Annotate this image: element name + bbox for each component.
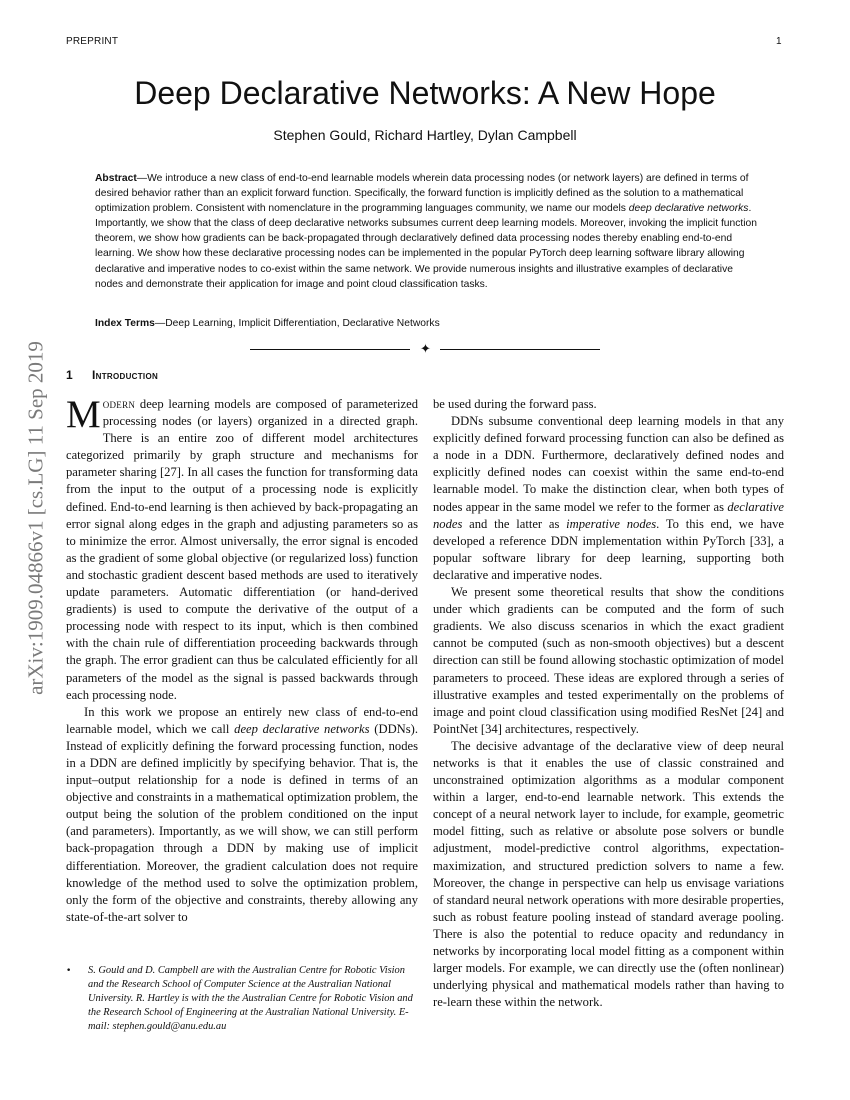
abstract-dash: —	[136, 173, 148, 184]
abstract-text-2: . Importantly, we show that the class of deep declarative networks subsumes current deep learning models. Moreover, invoking the implicit function theorem, we show how gradients can be back-propagated through declaratively defined data processing nodes thereby enabling end-to-end learning. We show how these declarative processing nodes can be implemented in the popular PyTorch deep learning software library allowing declarative and imperative nodes to co-exist within the same network. We provide numerous insights and illustrative examples of declarative nodes and demonstrate their application for image and point cloud classification tasks.	[95, 203, 758, 290]
author-list: Stephen Gould, Richard Hartley, Dylan Campbell	[273, 127, 577, 143]
abstract-emphasis: deep declarative networks	[628, 203, 749, 215]
intro-paragraph-2-part-b: (DDNs). Instead of explicitly defining the forward processing function, nodes in a DDN are defined implicitly by specifying behavior. That is, the input–output relationship for a node is defined in terms of an objective and constraints in a mathematical optimization problem, the output being the solution of the problem conditioned on the input (and parameters). Importantly, as we will show, we can still perform back-propagation through a DDN by making use of implicit differentiation. Moreover, the gradient calculation does not require knowledge of the method used to solve the optimization problem, only the form of the objective and constraints, thereby allowing any state-of-the-art solver to	[66, 721, 418, 924]
drop-cap: M	[66, 393, 101, 436]
intro-paragraph-3-emphasis-2: imperative nodes	[566, 516, 657, 531]
section-title: Introduction	[92, 368, 159, 382]
author-affiliation-footnote	[66, 964, 418, 1034]
drop-cap-smallcaps: odern	[102, 397, 136, 411]
intro-paragraph-1	[66, 393, 418, 704]
intro-paragraph-2-emphasis: deep declarative networks	[234, 721, 370, 736]
left-column	[66, 393, 418, 926]
abstract	[95, 171, 757, 292]
running-header: PREPRINT	[66, 36, 119, 47]
intro-paragraph-3-part-a: DDNs subsume conventional deep learning models in that any explicitly defined forward processing function can also be defined as a node in a DDN. Furthermore, declaratively defined nodes and explicitly defined nodes can coexist within the same end-to-end learnable model. To make the distinction clear, when both types of nodes appear in the same model we refer to the former as	[433, 414, 784, 514]
index-terms-text: —Deep Learning, Implicit Differentiation, Declarative Networks	[154, 318, 440, 329]
intro-paragraph-3	[433, 413, 784, 584]
divider-line-right	[440, 349, 600, 350]
section-number: 1	[66, 368, 73, 382]
intro-paragraph-1-text: deep learning models are composed of parameterized processing nodes (or layers) organized in a directed graph. There is an entire zoo of different model architectures categorized primarily by graph structure and mechanisms for parameter sharing [27]. In all cases the function for transforming data from the input to the output of a processing node is explicitly defined. End-to-end learning is then achieved by back-propagating an error signal along edges in the graph and adjusting parameters so as to minimize the error. Almost universally, the error signal is encoded as the gradient of some global objective (or regularized loss) function and stochastic gradient descent based methods are used to iteratively update parameters. Automatic differentiation (or hand-derived gradients) is used to compute the derivative of the output of a processing node with respect to its input, which is then combined with the chain rule of differentiation proceeding backwards through the graph. The error gradient can thus be calculated efficiently for all parameters of the model as the signal is passed backwards through each processing node.	[66, 397, 418, 702]
paper-title: Deep Declarative Networks: A New Hope	[134, 75, 716, 111]
intro-paragraph-2	[66, 704, 418, 926]
intro-paragraph-3-part-c: . To this end, we have developed a reference DDN implementation within PyTorch [33], a popular software library for deep learning, supporting both declarative and imperative nodes.	[433, 516, 784, 582]
intro-paragraph-4: We present some theoretical results that show the conditions under which gradients can be computed and the form of such gradients. We also discuss scenarios in which the exact gradient cannot be computed (such as non-smooth objectives) but a descent direction can still be found allowing stochastic optimization of model parameters to proceed. These ideas are explored through a series of illustrative examples and tested experimentally on the problems of image and point cloud classification using modified ResNet [24] and PointNet [34] architectures, respectively.	[433, 585, 784, 736]
intro-paragraph-2-part-a: In this work we propose an entirely new class of end-to-end learnable model, which we call	[66, 704, 418, 736]
arxiv-identifier-stamp	[23, 268, 48, 768]
section-heading	[66, 368, 158, 382]
abstract-label: Abstract	[95, 173, 137, 184]
divider-diamond-icon: ✦	[420, 342, 431, 357]
footnote-bullet-icon: •	[66, 966, 72, 976]
intro-paragraph-3-emphasis-1: declarative nodes	[433, 499, 784, 531]
right-column	[433, 396, 784, 1011]
intro-paragraph-3-part-b: and the latter as	[462, 516, 567, 531]
index-terms	[95, 318, 757, 329]
intro-paragraph-5: The decisive advantage of the declarative view of deep neural networks is that it enables the use of classic constrained and unconstrained optimization algorithms as a modular component within a larger, end-to-end learnable network. This extends the concept of a neural network layer to include, for example, geometric model fitting, such as relative or absolute pose solvers or bundle adjustment, model-predictive control algorithms, expectation-maximization, and structured prediction solvers to name a few. Moreover, the change in perspective can help us envisage variations of standard neural network operations with more desirable properties, such as robust feature pooling instead of standard average pooling. There is also the potential to reduce opacity and redundancy in networks by incorporating local model fitting as a component within larger models. For example, we can directly use the (often nonlinear) underlying physical and mathematical models rather than having to re-learn these within the network.	[433, 738, 784, 1010]
section-divider	[250, 342, 600, 357]
page-number: 1	[776, 36, 782, 47]
divider-line-left	[250, 349, 410, 350]
intro-paragraph-continued: be used during the forward pass.	[433, 397, 597, 411]
index-terms-label: Index Terms	[95, 318, 155, 329]
arxiv-stamp-text: arXiv:1909.04866v1 [cs.LG] 11 Sep 2019	[23, 341, 48, 695]
footnote-text: S. Gould and D. Campbell are with the Australian Centre for Robotic Vision and the Research School of Computer Science at the Australian National University. R. Hartley is with the the Australian Centre for Robotic Vision and the Research School of Engineering at the Australian National University. E-mail: stephen.gould@anu.edu.au	[88, 965, 413, 1032]
abstract-text-1: We introduce a new class of end-to-end learnable models wherein data processing nodes (or network layers) are defined in terms of desired behavior rather than an explicit forward function. Specifically, the forward function is implicitly defined as the solution to a mathematical optimization problem. Consistent with nomenclature in the programming languages community, we name our models	[95, 173, 749, 215]
